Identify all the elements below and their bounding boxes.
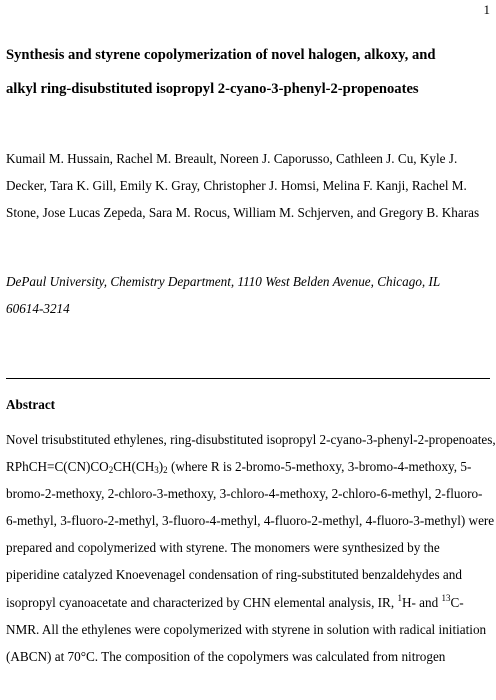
section-divider <box>6 378 490 379</box>
title-line: Synthesis and styrene copolymerization of novel halogen, alkoxy, and <box>6 47 436 63</box>
affiliation-line: DePaul University, Chemistry Department, 1110 West Belden Avenue, Chicago, IL <box>6 274 441 289</box>
abstract-line: prepared and copolymerized with styrene. The monomers were synthesized by the <box>6 540 440 556</box>
abstract-line: $RPhCH=C(CN)CO_2CH(CH_3)_2$ (where R is 2-bromo-5-methoxy, 3-bromo-4-methoxy, 5- <box>6 459 472 476</box>
abstract-heading: Abstract <box>6 397 56 412</box>
affiliation-line: 60614-3214 <box>6 301 70 316</box>
page-number: 1 <box>483 2 490 17</box>
abstract-line: (ABCN) at 70°C. The composition of the copolymers was calculated from nitrogen <box>6 648 446 664</box>
author-line: Decker, Tara K. Gill, Emily K. Gray, Christopher J. Homsi, Melina F. Kanji, Rachel M. <box>6 178 467 193</box>
abstract-line: isopropyl cyanoacetate and characterized by CHN elemental analysis, IR, $^1$H- and $^{13}$C- <box>6 592 464 610</box>
abstract-line: bromo-2-methoxy, 2-chloro-3-methoxy, 3-chloro-4-methoxy, 2-chloro-6-methyl, 2-fluoro- <box>6 486 483 502</box>
author-line: Stone, Jose Lucas Zepeda, Sara M. Rocus, William M. Schjerven, and Gregory B. Kharas <box>6 205 480 220</box>
abstract-line: Novel trisubstituted ethylenes, ring-disubstituted isopropyl 2-cyano-3-phenyl-2-propenoates, <box>6 432 496 447</box>
affiliation <box>6 268 492 322</box>
abstract-body <box>6 426 494 670</box>
abstract-line: 6-methyl, 3-fluoro-2-methyl, 3-fluoro-4-methyl, 4-fluoro-2-methyl, 4-fluoro-3-methyl) were <box>6 513 495 529</box>
author-line: Kumail M. Hussain, Rachel M. Breault, Noreen J. Caporusso, Cathleen J. Cu, Kyle J. <box>6 151 458 166</box>
abstract-line: piperidine catalyzed Knoevenagel condensation of ring-substituted benzaldehydes and <box>6 567 462 583</box>
abstract-line: NMR. All the ethylenes were copolymerized with styrene in solution with radical initiation <box>6 621 487 637</box>
author-list <box>6 145 492 226</box>
title-line: alkyl ring-disubstituted isopropyl 2-cyano-3-phenyl-2-propenoates <box>6 81 419 97</box>
paper-title <box>6 38 492 106</box>
